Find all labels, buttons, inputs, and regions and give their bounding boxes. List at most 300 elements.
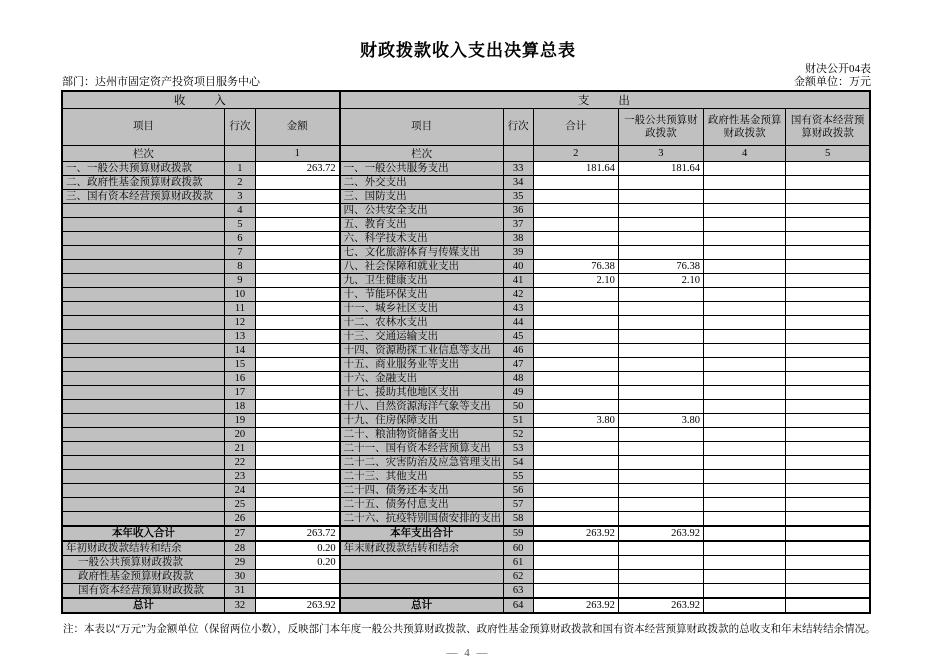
expense-general-budget-cell: 3.80 [618,414,703,428]
expense-line-cell: 47 [503,358,533,372]
expense-section-header: 支 出 [340,91,870,109]
table-row [62,288,870,302]
expense-state-capital-cell [786,570,870,584]
income-amount-cell [255,428,339,442]
income-line-cell: 15 [224,358,255,372]
expense-item-cell: 二十、粮油物资储备支出 [340,428,503,442]
expense-line-cell: 60 [503,541,533,556]
expense-item-cell: 二十三、其他支出 [340,470,503,484]
expense-item-cell: 二十一、国有资本经营预算支出 [340,442,503,456]
table-row [62,598,870,613]
income-amount-cell [255,484,339,498]
expense-general-budget-cell [618,204,703,218]
expense-item-cell [340,584,503,599]
expense-general-budget-cell [618,372,703,386]
income-line-cell: 8 [224,260,255,274]
footnote: 注：本表以“万元”为金额单位（保留两位小数），反映部门本年度一般公共预算财政拨款、政府性基金预算财政拨款和国有资本经营预算财政拨款的总收支和年末结转结余情况。 [63,624,876,635]
income-line-cell: 16 [224,372,255,386]
income-item-cell [62,498,224,512]
expense-item-cell: 十、节能环保支出 [340,288,503,302]
column-header-row [62,109,870,146]
expense-item-cell: 十三、交通运输支出 [340,330,503,344]
expense-total-cell: 263.92 [533,526,618,541]
income-amount-cell [255,358,339,372]
expense-total-cell [533,400,618,414]
income-item-cell [62,456,224,470]
income-line-cell: 1 [224,162,255,176]
expense-item-cell: 三、国防支出 [340,190,503,204]
income-line-cell: 30 [224,570,255,584]
income-item-cell: 政府性基金预算财政拨款 [62,570,224,584]
income-line-cell: 27 [224,526,255,541]
table-row [62,400,870,414]
income-line-cell: 31 [224,584,255,599]
income-item-cell: 二、政府性基金预算财政拨款 [62,176,224,190]
expense-state-capital-cell [786,260,870,274]
expense-general-budget-cell [618,512,703,527]
expense-state-capital-cell [786,484,870,498]
expense-general-budget-cell [618,386,703,400]
expense-state-capital-cell [786,442,870,456]
expense-state-capital-cell [786,218,870,232]
col-header-general-budget: 一般公共预算财政拨款 [618,109,703,146]
income-item-cell [62,470,224,484]
table-row [62,358,870,372]
expense-general-budget-cell [618,584,703,599]
income-line-cell: 29 [224,556,255,570]
table-row [62,204,870,218]
expense-item-cell: 十九、住房保障支出 [340,414,503,428]
expense-line-cell: 46 [503,344,533,358]
income-amount-cell [255,190,339,204]
expense-item-cell: 七、文化旅游体育与传媒支出 [340,246,503,260]
income-line-cell: 20 [224,428,255,442]
expense-item-cell [340,556,503,570]
income-line-cell: 14 [224,344,255,358]
expense-general-budget-cell [618,442,703,456]
income-item-cell [62,218,224,232]
expense-gov-fund-cell [704,484,786,498]
expense-item-cell: 二十四、债务还本支出 [340,484,503,498]
expense-line-cell: 57 [503,498,533,512]
expense-general-budget-cell [618,176,703,190]
expense-total-cell [533,484,618,498]
col-index-5: 5 [786,146,870,162]
expense-general-budget-cell [618,570,703,584]
expense-item-cell: 十六、金融支出 [340,372,503,386]
income-line-cell: 22 [224,456,255,470]
col-header-state-capital: 国有资本经营预算财政拨款 [786,109,870,146]
expense-item-cell: 二十六、抗疫特别国债安排的支出 [340,512,503,527]
expense-item-cell: 十七、援助其他地区支出 [340,386,503,400]
expense-line-cell: 33 [503,162,533,176]
income-line-cell: 32 [224,598,255,613]
expense-line-cell: 56 [503,484,533,498]
col-index-blank-income [224,146,255,162]
expense-line-cell: 55 [503,470,533,484]
expense-general-budget-cell: 76.38 [618,260,703,274]
income-item-cell [62,260,224,274]
expense-gov-fund-cell [704,386,786,400]
income-item-cell [62,484,224,498]
table-row [62,428,870,442]
col-index-3: 3 [618,146,703,162]
expense-general-budget-cell [618,344,703,358]
expense-general-budget-cell: 2.10 [618,274,703,288]
income-item-cell [62,316,224,330]
expense-general-budget-cell [618,470,703,484]
expense-line-cell: 62 [503,570,533,584]
department: 部门：达州市固定资产投资项目服务中心 [62,76,260,88]
table-row [62,570,870,584]
col-index-1: 1 [255,146,339,162]
table-row [62,498,870,512]
expense-gov-fund-cell [704,358,786,372]
expense-state-capital-cell [786,288,870,302]
col-index-label-income: 栏次 [62,146,224,162]
expense-item-cell: 九、卫生健康支出 [340,274,503,288]
section-header-row [62,91,870,109]
col-header-item-income: 项目 [62,109,224,146]
expense-general-budget-cell [618,232,703,246]
income-item-cell [62,344,224,358]
expense-item-cell: 总计 [340,598,503,613]
expense-gov-fund-cell [704,218,786,232]
income-item-cell: 总计 [62,598,224,613]
income-amount-cell [255,386,339,400]
income-line-cell: 12 [224,316,255,330]
expense-item-cell: 五、教育支出 [340,218,503,232]
expense-general-budget-cell [618,246,703,260]
expense-state-capital-cell [786,358,870,372]
expense-line-cell: 58 [503,512,533,527]
income-item-cell [62,288,224,302]
table-row [62,232,870,246]
expense-state-capital-cell [786,386,870,400]
expense-gov-fund-cell [704,498,786,512]
expense-item-cell: 四、公共安全支出 [340,204,503,218]
expense-gov-fund-cell [704,204,786,218]
expense-state-capital-cell [786,512,870,527]
expense-gov-fund-cell [704,428,786,442]
expense-state-capital-cell [786,400,870,414]
expense-gov-fund-cell [704,344,786,358]
expense-state-capital-cell [786,584,870,599]
table-body [62,162,870,614]
unit-label: 金额单位：万元 [794,76,871,88]
column-index-row [62,146,870,162]
expense-general-budget-cell [618,498,703,512]
expense-state-capital-cell [786,204,870,218]
expense-state-capital-cell [786,190,870,204]
expense-total-cell [533,246,618,260]
expense-gov-fund-cell [704,176,786,190]
income-line-cell: 28 [224,541,255,556]
expense-gov-fund-cell [704,598,786,613]
income-section-header: 收 入 [62,91,340,109]
expense-general-budget-cell [618,288,703,302]
expense-line-cell: 54 [503,456,533,470]
income-item-cell [62,442,224,456]
income-line-cell: 7 [224,246,255,260]
expense-line-cell: 37 [503,218,533,232]
col-header-line-expense: 行次 [503,109,533,146]
income-amount-cell: 263.92 [255,598,339,613]
expense-total-cell [533,570,618,584]
expense-total-cell [533,288,618,302]
income-amount-cell [255,512,339,527]
income-amount-cell [255,344,339,358]
expense-gov-fund-cell [704,442,786,456]
page-title: 财政拨款收入支出决算总表 [360,41,576,60]
table-row [62,541,870,556]
income-amount-cell [255,204,339,218]
income-amount-cell: 263.72 [255,526,339,541]
expense-general-budget-cell [618,556,703,570]
page-number: — 4 — [446,647,490,659]
expense-total-cell [533,556,618,570]
income-amount-cell [255,400,339,414]
income-amount-cell: 263.72 [255,162,339,176]
expense-line-cell: 51 [503,414,533,428]
expense-general-budget-cell [618,456,703,470]
expense-gov-fund-cell [704,246,786,260]
expense-general-budget-cell [618,428,703,442]
expense-gov-fund-cell [704,302,786,316]
income-amount-cell [255,584,339,599]
income-line-cell: 11 [224,302,255,316]
col-header-line-income: 行次 [224,109,255,146]
income-amount-cell [255,260,339,274]
income-item-cell [62,232,224,246]
expense-total-cell [533,372,618,386]
expense-state-capital-cell [786,372,870,386]
expense-item-cell: 年末财政拨款结转和结余 [340,541,503,556]
income-amount-cell [255,442,339,456]
expense-gov-fund-cell [704,330,786,344]
expense-line-cell: 61 [503,556,533,570]
income-item-cell [62,386,224,400]
expense-item-cell: 本年支出合计 [340,526,503,541]
income-item-cell [62,302,224,316]
table-row [62,218,870,232]
col-index-label-expense: 栏次 [340,146,503,162]
expense-item-cell: 一、一般公共服务支出 [340,162,503,176]
income-line-cell: 25 [224,498,255,512]
income-amount-cell [255,302,339,316]
expense-line-cell: 64 [503,598,533,613]
expense-line-cell: 41 [503,274,533,288]
expense-gov-fund-cell [704,556,786,570]
income-amount-cell: 0.20 [255,556,339,570]
expense-general-budget-cell [618,400,703,414]
income-amount-cell [255,470,339,484]
col-header-total: 合计 [533,109,618,146]
expense-total-cell [533,316,618,330]
income-amount-cell [255,414,339,428]
expense-line-cell: 45 [503,330,533,344]
income-line-cell: 2 [224,176,255,190]
expense-total-cell [533,442,618,456]
income-item-cell: 年初财政拨款结转和结余 [62,541,224,556]
expense-general-budget-cell [618,330,703,344]
expense-line-cell: 50 [503,400,533,414]
income-item-cell [62,330,224,344]
expense-item-cell: 八、社会保障和就业支出 [340,260,503,274]
expense-gov-fund-cell [704,570,786,584]
expense-item-cell: 二、外交支出 [340,176,503,190]
table-row [62,512,870,527]
expense-line-cell: 63 [503,584,533,599]
expense-state-capital-cell [786,232,870,246]
expense-gov-fund-cell [704,372,786,386]
table-row [62,584,870,599]
expense-state-capital-cell [786,414,870,428]
expense-item-cell: 二十二、灾害防治及应急管理支出 [340,456,503,470]
table-row [62,386,870,400]
expense-total-cell [533,541,618,556]
expense-item-cell: 六、科学技术支出 [340,232,503,246]
expense-state-capital-cell [786,176,870,190]
expense-general-budget-cell [618,302,703,316]
expense-general-budget-cell: 181.64 [618,162,703,176]
expense-line-cell: 44 [503,316,533,330]
expense-state-capital-cell [786,598,870,613]
expense-line-cell: 38 [503,232,533,246]
table-row [62,274,870,288]
income-item-cell: 一般公共预算财政拨款 [62,556,224,570]
expense-total-cell [533,358,618,372]
income-amount-cell [255,176,339,190]
expense-state-capital-cell [786,246,870,260]
income-amount-cell [255,372,339,386]
expense-total-cell [533,218,618,232]
col-index-blank-expense [503,146,533,162]
expense-total-cell [533,498,618,512]
expense-state-capital-cell [786,302,870,316]
expense-gov-fund-cell [704,456,786,470]
income-line-cell: 18 [224,400,255,414]
expense-total-cell [533,302,618,316]
income-line-cell: 13 [224,330,255,344]
expense-item-cell: 十八、自然资源海洋气象等支出 [340,400,503,414]
col-index-2: 2 [533,146,618,162]
income-item-cell [62,414,224,428]
income-amount-cell [255,288,339,302]
expense-gov-fund-cell [704,316,786,330]
expense-item-cell [340,570,503,584]
income-item-cell: 本年收入合计 [62,526,224,541]
expense-general-budget-cell: 263.92 [618,526,703,541]
expense-item-cell: 十一、城乡社区支出 [340,302,503,316]
income-line-cell: 17 [224,386,255,400]
expense-gov-fund-cell [704,526,786,541]
expense-state-capital-cell [786,274,870,288]
expense-gov-fund-cell [704,414,786,428]
expense-gov-fund-cell [704,470,786,484]
income-amount-cell [255,498,339,512]
income-item-cell [62,274,224,288]
expense-general-budget-cell: 263.92 [618,598,703,613]
expense-state-capital-cell [786,456,870,470]
expense-line-cell: 52 [503,428,533,442]
col-header-gov-fund: 政府性基金预算财政拨款 [704,109,786,146]
income-line-cell: 24 [224,484,255,498]
income-line-cell: 23 [224,470,255,484]
expense-state-capital-cell [786,541,870,556]
expense-line-cell: 36 [503,204,533,218]
table-row [62,456,870,470]
income-amount-cell [255,274,339,288]
expense-state-capital-cell [786,316,870,330]
expense-gov-fund-cell [704,512,786,527]
income-line-cell: 26 [224,512,255,527]
expense-line-cell: 35 [503,190,533,204]
expense-total-cell [533,456,618,470]
expense-line-cell: 43 [503,302,533,316]
expense-state-capital-cell [786,344,870,358]
expense-line-cell: 39 [503,246,533,260]
expense-total-cell [533,204,618,218]
expense-total-cell [533,190,618,204]
expense-item-cell: 十四、资源勘探工业信息等支出 [340,344,503,358]
table-row [62,316,870,330]
expense-state-capital-cell [786,162,870,176]
table-row [62,526,870,541]
expense-total-cell: 263.92 [533,598,618,613]
expense-line-cell: 59 [503,526,533,541]
table-row [62,302,870,316]
income-item-cell [62,428,224,442]
form-code: 财决公开04表 [805,63,871,75]
table-row [62,190,870,204]
income-line-cell: 19 [224,414,255,428]
expense-total-cell [533,386,618,400]
income-item-cell [62,512,224,527]
expense-gov-fund-cell [704,190,786,204]
expense-line-cell: 42 [503,288,533,302]
table-row [62,556,870,570]
income-item-cell: 国有资本经营预算财政拨款 [62,584,224,599]
income-amount-cell [255,316,339,330]
table-row [62,470,870,484]
expense-total-cell [533,512,618,527]
expense-total-cell: 2.10 [533,274,618,288]
expense-gov-fund-cell [704,274,786,288]
expense-gov-fund-cell [704,260,786,274]
income-line-cell: 5 [224,218,255,232]
income-line-cell: 3 [224,190,255,204]
expense-total-cell [533,344,618,358]
col-header-item-expense: 项目 [340,109,503,146]
expense-item-cell: 二十五、债务付息支出 [340,498,503,512]
expense-line-cell: 49 [503,386,533,400]
table-row [62,414,870,428]
income-line-cell: 10 [224,288,255,302]
expense-item-cell: 十二、农林水支出 [340,316,503,330]
table-row [62,372,870,386]
expense-state-capital-cell [786,526,870,541]
table-row [62,246,870,260]
income-item-cell [62,246,224,260]
table-row [62,484,870,498]
income-amount-cell [255,330,339,344]
fiscal-table [61,90,871,614]
expense-gov-fund-cell [704,541,786,556]
income-item-cell [62,204,224,218]
meta-bar [61,63,871,89]
expense-total-cell [533,232,618,246]
